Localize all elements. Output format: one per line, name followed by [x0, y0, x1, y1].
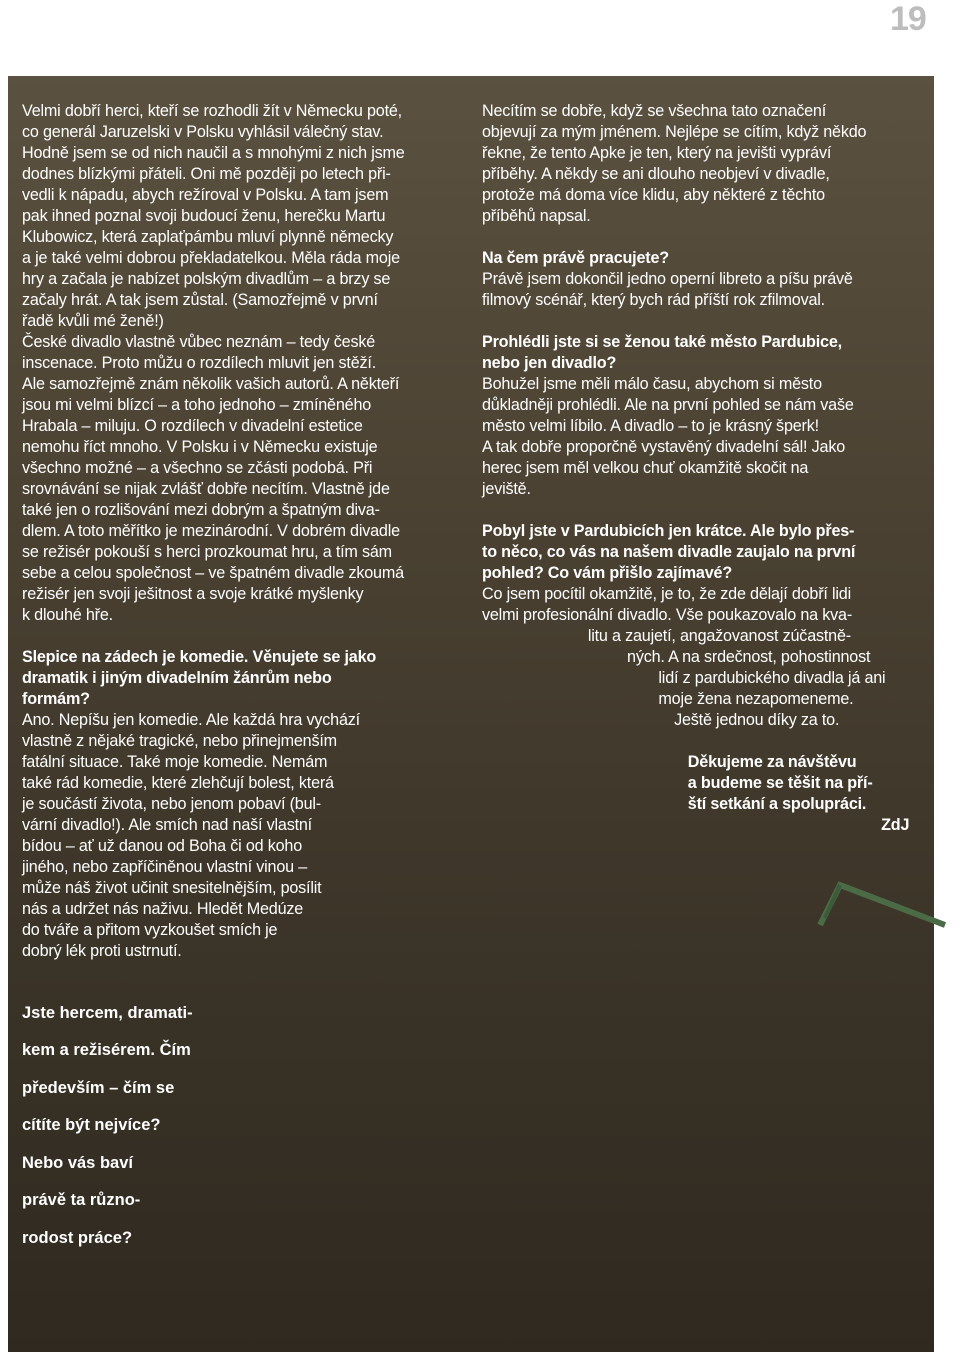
text-line: dlem. A toto měřítko je mezinárodní. V dobrém divadle: [22, 522, 400, 540]
question-herec: [22, 986, 242, 1265]
question-prace: [482, 248, 913, 269]
text-line: vární divadlo!). Ale smích nad naší vlastní: [22, 816, 312, 834]
text-line: pak ihned poznal svoji budoucí ženu, herečku Martu: [22, 207, 386, 225]
text-line: město velmi líbilo. A divadlo – to je krásný šperk!: [482, 417, 819, 435]
text-line: se režisér pokouší s herci prozkoumat hru, a tím sám: [22, 543, 392, 561]
text-line: řadě kvůli mé ženě!): [22, 312, 164, 330]
text-line: Necítím se dobře, když se všechna tato označení: [482, 102, 827, 120]
text-line: do tváře a přitom vyzkoušet smích je: [22, 921, 278, 939]
text-line: formám?: [22, 690, 90, 708]
text-line: objevují za mým jménem. Nejlépe se cítím, když někdo: [482, 123, 867, 141]
question-slepice: [22, 647, 463, 710]
signature: ZdJ: [881, 816, 910, 834]
text-line: vlastně z nějaké tragické, nebo přinejmenším: [22, 732, 337, 750]
text-line: České divadlo vlastně vůbec neznám – tedy české: [22, 333, 376, 351]
right-column: [482, 101, 913, 836]
text-line: příběhy. A někdy se ani dlouho neobjeví v divadle,: [482, 165, 830, 183]
text-line: jsou mi velmi blízcí – a toho jednoho – zmíněného: [22, 396, 372, 414]
text-line: Ano. Nepíšu jen komedie. Ale každá hra vychází: [22, 711, 360, 729]
answer-prace: [482, 269, 913, 311]
text-line: to něco, co vás na našem divadle zaujalo na první: [482, 543, 856, 561]
text-line: nás a udržet nás naživu. Hledět Medúze: [22, 900, 304, 918]
text-line: dramatik i jiným divadelním žánrům nebo: [22, 669, 332, 687]
text-line: režisér jen svoji ješitnost a svoje krátké myšlenky: [22, 585, 364, 603]
text-line: také rád komedie, které zlehčují bolest, která: [22, 774, 334, 792]
answer-line: litu a zaujetí, angažovanost zúčastně-: [587, 627, 851, 645]
text-line: začaly hrát. A tak jsem zůstal. (Samozřejmě v první: [22, 291, 378, 309]
answer-line: moje žena nezapomeneme.: [658, 690, 854, 708]
text-line: bídou – ať už danou od Boha či od koho: [22, 837, 303, 855]
answer-slepice: [22, 710, 463, 962]
text-line: Nebo vás baví: [22, 1153, 133, 1172]
text-line: Hrabala – miluju. O rozdílech v divadelní estetice: [22, 417, 363, 435]
answer-line: lidí z pardubického divadla já ani: [658, 669, 886, 687]
text-line: především – čím se: [22, 1078, 175, 1097]
text-line: je součástí života, nebo jenom pobaví (bul-: [22, 795, 321, 813]
text-line: Slepice na zádech je komedie. Věnujete se jako: [22, 648, 377, 666]
text-line: a budeme se těšit na pří-: [687, 774, 873, 792]
text-line: důkladněji prohlédli. Ale na první pohled se nám vaše: [482, 396, 854, 414]
text-line: dodnes blízkými přáteli. Oni mě později po letech při-: [22, 165, 391, 183]
text-line: rodost práce?: [22, 1228, 133, 1247]
text-line: Jste hercem, dramati-: [22, 1003, 193, 1022]
text-line: filmový scénář, který bych rád příští rok zfilmoval.: [482, 291, 825, 309]
answer-oznaceni: [482, 101, 913, 227]
text-line: jiného, nebo zapříčiněnou vlastní vinou –: [22, 858, 308, 876]
text-line: všechno možné – a všechno se zčásti podobá. Při: [22, 459, 373, 477]
question-pardubice: [482, 332, 913, 374]
text-line: k dlouhé hře.: [22, 606, 113, 624]
left-paragraph-1: [22, 101, 463, 626]
question-divadlo: [482, 521, 913, 584]
text-line: právě ta různo-: [22, 1191, 141, 1209]
thanks-note: [482, 752, 913, 815]
text-line: inscenace. Proto můžu o rozdílech mluvit jen stěží.: [22, 354, 377, 372]
text-line: Bohužel jsme měli málo času, abychom si město: [482, 375, 822, 393]
paperclip-icon: [800, 840, 950, 950]
text-line: Na čem právě pracujete?: [482, 249, 669, 267]
text-line: fatální situace. Také moje komedie. Nemám: [22, 753, 328, 771]
text-line: jeviště.: [482, 480, 531, 498]
text-line: může náš život učinit snesitelnějším, posílit: [22, 879, 322, 897]
answer-divadlo: [482, 584, 913, 731]
text-line: kem a režisérem. Čím: [22, 1041, 191, 1059]
text-line: sebe a celou společnost – ve špatném divadle zkoumá: [22, 564, 404, 582]
text-line: Klubowicz, která zaplaťpámbu mluví plynně německy: [22, 228, 394, 246]
text-line: Děkujeme za návštěvu: [687, 753, 857, 771]
text-line: Velmi dobří herci, kteří se rozhodli žít v Německu poté,: [22, 102, 402, 120]
text-line: hry a začala je nabízet polským divadlům – a brzy se: [22, 270, 391, 288]
text-line: a je také velmi dobrou překladatelkou. Měla ráda moje: [22, 249, 400, 267]
left-column: [22, 101, 463, 962]
page-number: 19: [890, 0, 926, 38]
text-line: srovnávání se nijak zvlášť dobře necítím. Vlastně jde: [22, 480, 390, 498]
text-line: Pobyl jste v Pardubicích jen krátce. Ale bylo přes-: [482, 522, 855, 540]
answer-line: Ještě jednou díky za to.: [674, 711, 840, 729]
text-line: příběhů napsal.: [482, 207, 591, 225]
text-line: cítíte být nejvíce?: [22, 1116, 161, 1134]
text-line: pohled? Co vám přišlo zajímavé?: [482, 564, 733, 582]
text-line: řekne, že tento Apke je ten, který na jevišti vypráví: [482, 144, 832, 162]
text-line: nebo jen divadlo?: [482, 354, 617, 372]
text-line: vedli k nápadu, abych režíroval v Polsku. A tam jsem: [22, 186, 389, 204]
answer-line: ných. A na srdečnost, pohostinnost: [627, 648, 871, 666]
text-line: co generál Jaruzelski v Polsku vyhlásil válečný stav.: [22, 123, 384, 141]
text-line: Hodně jsem se od nich naučil a s mnohými z nich jsme: [22, 144, 405, 162]
text-line: A tak dobře proporčně vystavěný divadelní sál! Jako: [482, 438, 846, 456]
text-line: Prohlédli jste si se ženou také město Pardubice,: [482, 333, 842, 351]
text-line: Právě jsem dokončil jedno operní libreto a píšu právě: [482, 270, 853, 288]
text-line: herec jsem měl velkou chuť okamžitě skočit na: [482, 459, 809, 477]
text-line: Ale samozřejmě znám několik vašich autorů. A někteří: [22, 375, 400, 393]
text-line: nemohu říct mnoho. V Polsku i v Německu existuje: [22, 438, 378, 456]
answer-pardubice: [482, 374, 913, 500]
text-line: ští setkání a spolupráci.: [687, 795, 867, 813]
text-line: Co jsem pocítil okamžitě, je to, že zde dělají dobří lidi: [482, 585, 852, 603]
text-line: také jen o rozlišování mezi dobrým a špatným diva-: [22, 501, 380, 519]
text-line: dobrý lék proti ustrnutí.: [22, 942, 182, 960]
text-line: protože má doma více klidu, aby některé z těchto: [482, 186, 825, 204]
text-line: velmi profesionální divadlo. Vše poukazovalo na kva-: [482, 606, 853, 624]
